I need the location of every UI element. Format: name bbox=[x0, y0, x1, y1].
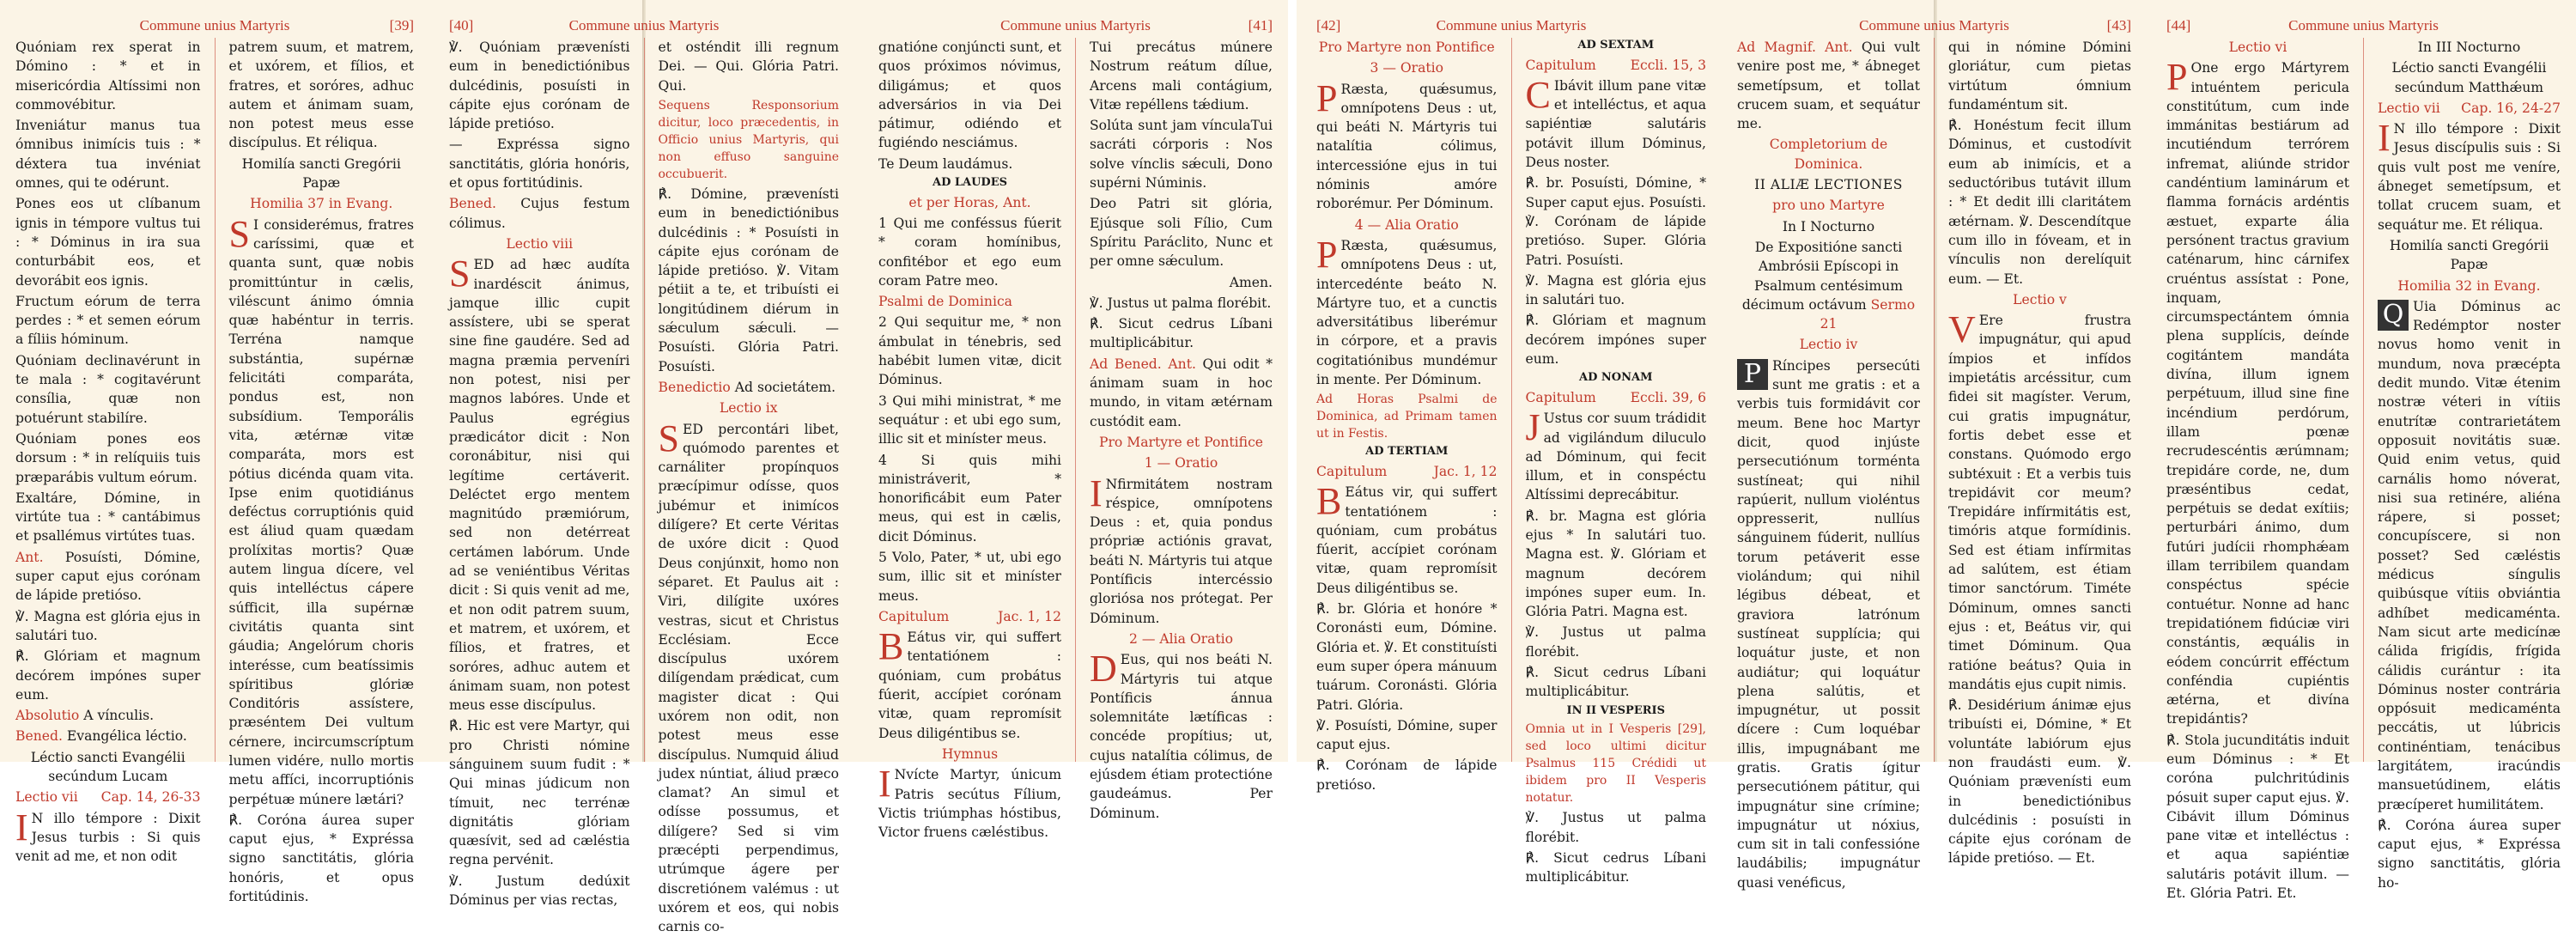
drop-cap: I bbox=[2378, 117, 2391, 160]
homily-title: Homilía sancti Gregórii Papæ bbox=[241, 155, 401, 192]
page-number: [43] bbox=[2106, 17, 2131, 33]
hour-heading: AD LAUDES bbox=[932, 176, 1008, 190]
drop-cap: P bbox=[1316, 76, 1338, 119]
page-39 bbox=[0, 0, 429, 905]
hymn-stanza: Tui precátus múnere Nostrum reátum dílue, Arcens mali contágium, Vitæ repéllens tǽdium. bbox=[1090, 40, 1273, 113]
benediction bbox=[659, 378, 840, 397]
lectio-body: N illo témpore : Dixit Jesus discípulis suis : Si quis vult post me veníre, ábneget semetípsum, et tollat crucem suam, et sequátur me. Et réliqua. bbox=[2378, 121, 2561, 233]
responsory: ℟. Coróna áurea super caput ejus, * Expréssa signo sanctitátis, glória ho- bbox=[2378, 817, 2561, 891]
capitulum-heading bbox=[1526, 388, 1707, 407]
capitulum-label: Capitulum bbox=[1525, 57, 1596, 73]
page-number: [41] bbox=[1248, 17, 1273, 33]
lectio-reference: Cap. 16, 24-27 bbox=[2461, 100, 2561, 116]
responsory: ℟. Honéstum fecit illum Dóminus, et custodívit eum ab inimícis, et a seductóribus tutávit illum : * Et dedit illi claritátem ætérnam. ℣. Descendítque cum illo in fóveam, et in vínculis non derelíquit eum. — Et. bbox=[1948, 118, 2131, 287]
page-number: [39] bbox=[389, 17, 414, 33]
rubric: Sequens Responsorium dicitur, loco præcedentis, in Officio unius Martyris, qui non effuso sanguine occubuerit. bbox=[658, 98, 839, 181]
benediction-text: Ad societátem. bbox=[734, 379, 836, 395]
drop-cap: S bbox=[658, 417, 679, 459]
nocturn-heading: In III Nocturno bbox=[2417, 40, 2521, 55]
drop-cap: Q bbox=[2378, 300, 2409, 331]
drop-cap: I bbox=[878, 763, 891, 806]
column-right bbox=[2378, 38, 2561, 891]
capitulum-reference: Jac. 1, 12 bbox=[1433, 463, 1498, 479]
benediction bbox=[449, 194, 630, 233]
rubric: Psalmi de Dominica bbox=[878, 294, 1012, 310]
responsory: ℟. Hic est vere Martyr, qui pro Christi nómine sánguinem suum fudit : * Qui minas júdicum non tímuit, nec terrénæ dignitátis glóriam quæsívit, sed ad cæléstia regna pervénit. bbox=[449, 718, 630, 868]
lectio-intro: Léctio sancti Evangélii secúndum Matthǽum bbox=[2391, 60, 2547, 95]
lectio-heading: Lectio viii bbox=[506, 235, 574, 252]
response: ℟. Sicut cedrus Líbani multiplicábitur. bbox=[1525, 665, 1706, 700]
antiphon bbox=[15, 548, 201, 605]
antiphon-label-ant: Ant. bbox=[1168, 356, 1196, 372]
responsory-end: et osténdit illi regnum Dei. — Qui. Glória Patri. Qui. bbox=[658, 40, 839, 94]
header-title: Commune unius Martyris bbox=[139, 17, 290, 33]
versicle: ℣. Justum dedúxit Dóminus per vias rectas, bbox=[449, 873, 630, 909]
oratio-body: Nfirmitátem nostram réspice, omnípotens Deus : et, quia pondus própriæ actiónis gravat, beáti N. Mártyris tui atque Pontíficis intercéssio gloriósa nos prótegat. Per Dóminum. bbox=[1090, 476, 1273, 626]
hymn-stanza: Deo Patri sit glória, Ejúsque soli Fílio, Cum Spíritu Paráclito, Nunc et per omne sǽculum. bbox=[1090, 196, 1273, 270]
homily-reference: Homilia 32 in Evang. bbox=[2397, 277, 2541, 294]
responsory-brief: ℟. br. Posuísti, Dómine, * Super caput ejus. Posuísti. ℣. Corónam de lápide pretióso. Super. Glória Patri. Posuísti. bbox=[1525, 175, 1706, 268]
absolution bbox=[15, 706, 201, 725]
homily-text bbox=[2378, 297, 2561, 814]
versicle: ℣. Magna est glória ejus in salutári tuo. bbox=[1525, 272, 1706, 308]
oratio-text bbox=[1090, 472, 1273, 628]
page-number: [40] bbox=[449, 17, 474, 33]
drop-cap: D bbox=[1090, 648, 1117, 691]
drop-cap: I bbox=[15, 806, 28, 849]
lectio-heading bbox=[15, 788, 201, 806]
lectio-continuation: qui in nómine Dómini gloriátur, cum pietas virtútum ómnium fundaméntum sit. bbox=[1948, 40, 2131, 113]
antiphon-text: Posuísti, Dómine, super caput ejus corónam de lápide pretióso. bbox=[15, 549, 201, 604]
responsory: ℟. Stola jucunditátis induit eum Dóminus : * Et coróna pulchritúdinis pósuit super caput ejus. ℣. Cibávit illum Dóminus pane vitæ et intelléctus : et aqua sapiéntiæ salutáris potávit illum. — Et. Glória Patri. Et. bbox=[2166, 732, 2349, 902]
source-reference: Sermo 21 bbox=[1820, 296, 1916, 332]
versicle: ℣. Justus ut palma florébit. bbox=[1090, 295, 1272, 311]
absolution-text: A vínculis. bbox=[83, 708, 155, 724]
antiphon-text: Qui odit * ánimam suam in hoc mundo, in vitam ætérnam custódit eam. bbox=[1090, 356, 1273, 429]
page-43 bbox=[1722, 0, 2147, 891]
section-heading: Pro Martyre et Pontifice bbox=[1098, 434, 1264, 450]
versicle: ℣. Magna est glória ejus in salutári tuo. bbox=[15, 608, 201, 643]
column-left bbox=[1737, 38, 1920, 891]
column-rule bbox=[1511, 38, 1512, 762]
hour-heading: AD NONAM bbox=[1579, 371, 1653, 385]
lectio-heading: Lectio v bbox=[2013, 291, 2067, 307]
lectio-number: Lectio vii bbox=[15, 789, 78, 806]
antiphon: 3 Qui mihi ministrat, * me sequátur : et ubi ego sum, illic sit et miníster meus. bbox=[878, 392, 1061, 447]
lectio-text bbox=[2166, 58, 2349, 728]
antiphon-text: Qui vult venire post me, * ábneget semetípsum, et tollat crucem suam, et sequátur me. bbox=[1737, 40, 1920, 132]
drop-cap: B bbox=[878, 625, 904, 668]
homily-body: I considerémus, fratres caríssimi, quæ et quanta sunt, quæ nobis promittúntur in cælis, viléscunt ánimo ómnia quæ habéntur in terris. Terréna namque substántia, supérnæ felicitáti comparáta, pondus est, non subsídium. Temporális vita, ætérnæ vitæ comparáta, mors est pótius dicénda quam vita. Ipse enim quotidiánus deféctus corruptiónis quid est áliud quam quædam prolíxitas mortis? Quæ autem lingua dícere, vel quis intelléctus cápere súfficit, illa supérnæ civitátis quanta sint gáudia; Angelórum choris interésse, cum beatíssimis spíritibus glóriæ Conditóris assístere, præséntem Dei vultum cérnere, incircumscríptum lumen vidére, nullo mortis metu affíci, incorruptiónis perpétuæ múnere lætári? bbox=[228, 216, 414, 807]
lectio-body: Ríncipes persecúti sunt me gratis : et a verbis tuis formidávit cor meum. Bene hoc Martyr dicit, quod injúste persecutiónum torménta sustíneat; qui nihil rapúerit, nullum violéntus oppresserit, nullíus sánguinem fúderit, nullíus torum petáverit esse violándum; qui nihil légibus débeat, et graviora latrónum sustíneat supplícia; qui loquátur juste, et non audiátur; qui loquátur plena salútis, et impugnétur, ut possit dícere : Cum loquébar illis, impugnábant me gratis. Gratis ígitur persecutiónem pátitur, qui impugnátur sine crímine; impugnátur ut nóxius, cum sit in tali confessióne laudábilis; impugnátur quasi venéficus, bbox=[1737, 357, 1920, 891]
antiphon: 2 Qui sequitur me, * non ámbulat in ténebris, sed habébit lumen vitæ, dicit Dóminus. bbox=[878, 314, 1061, 388]
capitulum-body: Eátus vir, qui suffert tentatiónem : quóniam, cum probátus fúerit, accípiet corónam vitæ, quam repromísit Deus diligéntibus se. bbox=[878, 630, 1061, 741]
hymn-stanza: Solúta sunt jam vínculaTui sacráti córporis : Nos solve vínclis sǽculi, Dono supérni Núminis. bbox=[1090, 118, 1273, 192]
column-rule bbox=[1075, 38, 1076, 762]
oratio-body: Ræsta, quǽsumus, omnípotens Deus : ut, qui beáti N. Mártyris tui natalítia cólimus, intercessióne ejus in tui nóminis amóre roborémur. Per Dóminum. bbox=[1316, 81, 1498, 212]
te-deum: Te Deum laudámus. bbox=[878, 155, 1013, 172]
lectio-text bbox=[658, 417, 840, 937]
capitulum-text bbox=[878, 625, 1061, 743]
header-title: Commune unius Martyris bbox=[2288, 17, 2439, 33]
benedictus-antiphon bbox=[1090, 355, 1273, 431]
benediction-label: Bened. bbox=[15, 728, 63, 745]
lectio-text bbox=[15, 806, 201, 867]
versicle: ℣. Quóniam prævenísti eum in benedictiónibus dulcédinis, posuísti in cápite ejus corónam de lápide pretióso. bbox=[449, 40, 630, 132]
page-number: [42] bbox=[1316, 17, 1341, 33]
benediction-label: Bened. bbox=[449, 196, 496, 212]
benediction-text: Evangélica léctio. bbox=[66, 728, 187, 745]
response: ℟. Glóriam et magnum decórem impónes super eum. bbox=[1525, 313, 1706, 368]
lectio-body: One ergo Mártyrem intuéntem pericula constitútum, cum inde immánitas bestiárum ad incutiéndum terrórem infremat, aliúnde stridor candéntium laminárum et flamma fornácis ardéntis æstuet, exparte ália persónent tractus gravium caténarum, hinc cárnifex cruéntus assístat : Pone, inquam, circumspectántem ómnia plena supplícis, deínde cogitántem mandáta divína, illum ignem perpétuum, illud sine fine incéndium perdórum, illam pœnæ recrudescéntis ærúmnam; trepidáre corde, ne, dum præséntibus cedat, perpétuis se dedat exítiis; perturbári ánimo, dum futúri judícii rhomphǽam illam terribilem quandam conspéctus spécie contuétur. Nonne ad hanc trepidatiónem fidúciæ viri constántis, æquális in eódem concúrrit efféctum conféndia cupiéntis ætérna, et divína trepidántis? bbox=[2166, 60, 2349, 727]
drop-cap: V bbox=[1948, 308, 1976, 351]
drop-cap: P bbox=[1316, 233, 1338, 276]
nocturn-heading: In I Nocturno bbox=[1782, 218, 1875, 234]
running-header bbox=[1737, 12, 2131, 38]
lectio-heading: Lectio vi bbox=[2228, 40, 2287, 55]
lectio-heading: Lectio iv bbox=[1799, 337, 1858, 353]
homily-reference: Homilia 37 in Evang. bbox=[250, 196, 393, 212]
section-subtitle: pro uno Martyre bbox=[1772, 198, 1885, 214]
rubric: Omnia ut in I Vesperis [29], sed loco ultimi dicitur Psalmus 115 Crédidi ut ibidem pro II Vesperis notatur. bbox=[1525, 722, 1706, 806]
lectio-reference: Cap. 14, 26-33 bbox=[100, 789, 201, 806]
antiphon-label: Ad Magnif. Ant. bbox=[1737, 40, 1853, 55]
response: ℟. Sicut cedrus Líbani multiplicábitur. bbox=[1090, 316, 1273, 351]
column-rule bbox=[644, 38, 645, 762]
oratio-text bbox=[1090, 650, 1273, 823]
capitulum-body: Ibávit illum pane vitæ et intelléctus, et aqua sapiéntiæ salutáris potávit illum Dóminus, Deus noster. bbox=[1525, 77, 1706, 171]
responsory: ℟. Dómine, prævenísti eum in benedictiónibus dulcédinis : * Posuísti in cápite ejus corónam de lápide pretióso. ℣. Vitam pétiit a te, et tribuísti ei longitúdinem diérum in sǽculum sǽculi. — Posuísti. Glória Patri. Posuísti. bbox=[658, 186, 839, 374]
psalm-verse: Fructum eórum de terra perdes : * et semen eórum a fíliis hóminum. bbox=[15, 293, 201, 348]
psalm-verse: Inveniátur manus tua ómnibus inimícis tuis : * déxtera tua invéniat omnes, qui te odérunt. bbox=[15, 118, 201, 192]
capitulum-body: Ustus cor suum trádidit ad vigilándum diluculo ad Dóminum, qui fecit illum, et in conspéctu Altíssimi deprecábitur. bbox=[1525, 411, 1706, 503]
hour-heading: AD TERTIAM bbox=[1365, 445, 1449, 459]
responsory-brief: ℟. br. Magna est glória ejus * In salutári tuo. Magna est. ℣. Glóriam et magnum decórem impónes super eum. In. Glória Patri. Magna est. bbox=[1525, 508, 1706, 620]
drop-cap: S bbox=[449, 253, 471, 295]
homily-body: Uia Dóminus ac Redémptor noster novus homo venit in mundum, nova præcépta dedit mundo. Vitæ étenim nostræ véteri in vítiis enutrítæ contrarietátem opposuit novitátis suæ. Quid enim vetus, quid carnális homo nóverat, nisi sua retinére, aliéna rápere, si posset; concupíscere, si non posset? Sed cæléstis médicus síngulis quibúsque vítiis obviántia adhíbet medicaménta. Nam sicut arte medicínæ cálida frigídis, frígida cálidis curántur : ita Dóminus noster contrária oppósuit medicaménta peccátis, ut lúbricis continéntiam, tenácibus largitátem, iracúndis mansuetúdinem, elátis præcíperet humilitátem. bbox=[2378, 298, 2561, 812]
response: ℟. Sicut cedrus Líbani multiplicábitur. bbox=[1525, 849, 1706, 885]
lectio-body: N illo témpore : Dixit Jesus turbis : Si quis venit ad me, et non odit bbox=[15, 810, 201, 865]
capitulum-body: Eátus vir, qui suffert tentatiónem : quóniam, cum probátus fúerit, accípiet corónam vitæ, quam repromísit Deus diligéntibus se. bbox=[1316, 484, 1498, 596]
lectio-text bbox=[1948, 308, 2131, 694]
benediction-text: Cujus festum cólimus. bbox=[449, 196, 630, 231]
lectio-number: Lectio vii bbox=[2378, 100, 2440, 116]
capitulum-reference: Eccli. 15, 3 bbox=[1630, 57, 1706, 73]
responsory: ℟. Coróna áurea super caput ejus, * Expréssa signo sanctitátis, glória honóris, et opus fortitúdinis. bbox=[228, 812, 414, 905]
oratio-heading: 3 — Oratio bbox=[1370, 60, 1444, 76]
header-title: Commune unius Martyris bbox=[1000, 17, 1151, 33]
source-title bbox=[1737, 238, 1920, 333]
hour-heading: IN II VESPERIS bbox=[1566, 703, 1666, 717]
oratio-heading: 1 — Oratio bbox=[1144, 455, 1218, 472]
running-header bbox=[2166, 12, 2561, 38]
column-right bbox=[1948, 38, 2131, 867]
versicle: ℣. Justus ut palma florébit. bbox=[1525, 810, 1706, 845]
capitulum-text bbox=[1525, 73, 1707, 172]
oratio-heading: 2 — Alia Oratio bbox=[1128, 630, 1234, 647]
header-title: Commune unius Martyris bbox=[1436, 17, 1587, 33]
psalm-verse: Quóniam pones eos dorsum : * in relíquiis tuis præparábis vultum eórum. bbox=[15, 430, 201, 485]
capitulum-reference: Eccli. 39, 6 bbox=[1630, 389, 1706, 405]
hymn-heading: Hymnus bbox=[941, 745, 999, 762]
column-left bbox=[2166, 38, 2349, 902]
drop-cap: P bbox=[2166, 56, 2188, 99]
antiphon: 1 Qui me conféssus fúerit * coram homínibus, confitébor et ego eum coram Patre meo. bbox=[878, 215, 1061, 289]
column-left bbox=[1316, 38, 1498, 793]
drop-cap: J bbox=[1525, 406, 1540, 449]
page-44 bbox=[2151, 0, 2576, 902]
source-text: De Expositióne sancti Ambrósii Epíscopi in Psalmum centésimum décimum octávum bbox=[1741, 239, 1904, 313]
lectio-heading: Lectio ix bbox=[719, 400, 778, 417]
oratio-heading: 4 — Alia Oratio bbox=[1354, 216, 1459, 233]
psalm-verse: Quóniam rex sperat in Dómino : * et in misericórdia Altíssimi non commovébitur. bbox=[15, 40, 201, 113]
page-42 bbox=[1301, 0, 1722, 885]
section-title: II ALIÆ LECTIONES bbox=[1754, 177, 1903, 193]
lectio-body: Ere frustra impugnátur, qui apud ímpios et infídos impietátis arcéssitur, cum fidei sit magíster. Verum, cui gratis impugnátur, fortis debet esse et constans. Quómodo ergo subtéxuit : Et a verbis tuis trepidávit cor meum? Trepidáre infírmitátis est, timóris atque formídinis. Sed est étiam infírmitas ad salútem, est étiam timor sanctórum. Timéte Dóminum, omnes sancti ejus : et, Beátus vir, qui timet Dóminum. Qua ratióne beátus? Quia in mandátis ejus cupit nimis. bbox=[1948, 313, 2131, 692]
column-right bbox=[228, 38, 415, 905]
column-rule bbox=[1934, 38, 1935, 762]
oratio-body: Eus, qui nos beáti N. Mártyris tui atque Pontíficis ánnua solemnitáte lætíficas : concéde propítius; ut, cujus natalítia cólimus, de ejúsdem étiam protectióne gaudeámus. Per Dóminum. bbox=[1090, 652, 1273, 821]
column-right bbox=[1525, 38, 1707, 885]
psalm-verse: Exaltáre, Dómine, in virtúte tua : * cantábimus et psallémus virtútes tuas. bbox=[15, 490, 201, 545]
capitulum-text bbox=[1525, 406, 1707, 504]
column-left bbox=[878, 38, 1061, 841]
capitulum-label: Capitulum bbox=[1525, 389, 1596, 405]
running-header bbox=[449, 12, 839, 38]
absolution-label: Absolutio bbox=[15, 708, 80, 724]
hour-subheading: et per Horas, Ant. bbox=[908, 194, 1031, 210]
lectio-continuation: gnatióne conjúncti sunt, et quos próximos nóvimus, diligámus; et quos adversários in via Dei pátimur, odiéndo et fugiéndo nesciámus. bbox=[878, 40, 1061, 151]
homily-title: Homilía sancti Gregórii Papæ bbox=[2389, 237, 2549, 273]
lectio-text bbox=[2378, 119, 2561, 234]
lectio-heading bbox=[2378, 99, 2561, 118]
column-right bbox=[658, 38, 840, 935]
antiphon-label: Ant. bbox=[15, 549, 44, 565]
rubric: Completorium de Dominica. bbox=[1769, 137, 1888, 172]
versicle: ℣. Justus ut palma florébit. bbox=[1525, 624, 1706, 660]
capitulum-label: Capitulum bbox=[878, 608, 950, 624]
lectio-body: ED percontári libet, quómodo parentes et carnáliter propínquos præcípimur odísse, quos jubémur et inimícos dilígere? Et certe Véritas de uxóre dicit : Quod Deus conjúnxit, homo non séparet. Et Paulus ait : Viri, dilígite uxóres vestras, sicut et Christus Ecclésiam. Ecce discípulus uxórem dilígendam prǽdicat, cum magister dicat : Qui uxórem non odit, non potest meus esse discípulus. Numquid áliud judex núntiat, áliud præco clamat? An simul et odísse possumus, et dilígere? Sed si vim præcépti perpendimus, utrúmque ágere per discretiónem valémus : ut uxórem et eos, qui nobis carnis co- bbox=[658, 421, 839, 935]
capitulum-label: Capitulum bbox=[1316, 463, 1388, 479]
antiphon: 4 Si quis mihi ministráverit, * honorificábit eum Pater meus, qui est in cælis, dicit Dóminus. bbox=[878, 452, 1061, 545]
hymn-text bbox=[878, 765, 1061, 842]
capitulum-text bbox=[1316, 480, 1498, 598]
header-title: Commune unius Martyris bbox=[568, 17, 720, 33]
magnificat-antiphon bbox=[1737, 38, 1920, 133]
antiphon-label: Ad Bened. bbox=[1090, 356, 1162, 372]
lectio-text bbox=[449, 255, 630, 715]
benediction bbox=[15, 727, 201, 745]
oratio-text bbox=[1316, 233, 1498, 389]
antiphon: 5 Volo, Pater, * ut, ubi ego sum, illic sit et miníster meus. bbox=[878, 550, 1061, 604]
capitulum-reference: Jac. 1, 12 bbox=[998, 608, 1061, 624]
running-header bbox=[15, 12, 414, 38]
response: ℟. Corónam de lápide pretióso. bbox=[1316, 758, 1498, 793]
page-40 bbox=[434, 0, 854, 935]
capitulum-heading bbox=[878, 607, 1061, 626]
drop-cap: S bbox=[228, 212, 250, 255]
column-left bbox=[15, 38, 201, 865]
responsory-brief: ℟. br. Glória et honóre * Coronásti eum, Dómine. Glória et. ℣. Et constituísti eum super ópera mánuum tuárum. Coronásti. Glória Patri. Glória. bbox=[1316, 601, 1498, 713]
benediction-label: Benedictio bbox=[658, 379, 731, 395]
oratio-text bbox=[1316, 76, 1498, 214]
page-41 bbox=[863, 0, 1288, 841]
header-title: Commune unius Martyris bbox=[1859, 17, 2009, 33]
capitulum-heading bbox=[1316, 462, 1498, 481]
page-number: [44] bbox=[2166, 17, 2191, 33]
versicle: ℣. Posuísti, Dómine, super caput ejus. bbox=[1316, 717, 1498, 753]
rubric: Ad Horas Psalmi de Dominica, ad Primam tamen ut in Festis. bbox=[1316, 392, 1498, 441]
drop-cap: B bbox=[1316, 480, 1342, 523]
psalm-verse: Pones eos ut clíbanum ignis in témpore vultus tui : * Dóminus in ira sua conturbábit eos, et devorábit eos ignis. bbox=[15, 196, 201, 289]
homily-text bbox=[228, 212, 415, 809]
amen: Amen. bbox=[1229, 274, 1273, 290]
running-header bbox=[878, 12, 1273, 38]
lectio-text bbox=[1737, 356, 1920, 892]
psalm-verse: Quóniam declinavérunt in te mala : * cogitavérunt consília, quæ non potuérunt stabilíre. bbox=[15, 352, 201, 426]
hour-heading: AD SEXTAM bbox=[1577, 39, 1655, 52]
lectio-continuation: patrem suum, et matrem, et uxórem, et fílios, et fratres, et soróres, adhuc autem et ánimam suam, non potest meus esse discípulus. Et réliqua. bbox=[228, 40, 414, 151]
section-heading: Pro Martyre non Pontifice bbox=[1318, 40, 1495, 55]
lectio-body: ED ad hæc audíta inardéscit ánimus, jamque illic cupit assístere, ubi se sperat sine fine gaudére. Sed ad magna præmia perveníri non potest, nisi per magnos labóres. Unde et Paulus egrégius prædicátor dicit : Non coronábitur, nisi qui legítime certáverit. Deléctet ergo mentem magnitúdo præmiórum, sed non detérreat certámen labórum. Unde ad se veniéntibus Véritas dicit : Si quis venit ad me, et non odit patrem suum, et matrem, et uxórem, et fílios, et fratres, et soróres, adhuc autem et ánimam suam, non potest meus esse discípulus. bbox=[449, 257, 630, 714]
drop-cap: I bbox=[1090, 472, 1103, 514]
response: ℟. Glóriam et magnum decórem impónes super eum. bbox=[15, 648, 201, 703]
column-left bbox=[449, 38, 630, 909]
oratio-body: Ræsta, quǽsumus, omnípotens Deus : ut, intercedénte beáto N. Mártyre tuo, et a cunctis adversitátibus liberémur in córpore, et a pravis cogitatiónibus mundémur in mente. Per Dóminum. bbox=[1316, 237, 1498, 388]
drop-cap: C bbox=[1525, 73, 1551, 116]
column-right bbox=[1090, 38, 1273, 821]
column-rule bbox=[215, 38, 216, 762]
capitulum-heading bbox=[1526, 56, 1707, 75]
responsory: ℟. Desidérium ánimæ ejus tribuísti ei, Dómine, * Et voluntáte labiórum ejus non fraudásti eum. ℣. Quóniam prævenísti eum in benedictiónibus dulcédinis : posuísti in cápite ejus corónam de lápide pretióso. — Et. bbox=[1948, 697, 2131, 867]
drop-cap: P bbox=[1737, 359, 1768, 390]
response: — Expréssa signo sanctitátis, glória honóris, et opus fortitúdinis. bbox=[449, 137, 630, 192]
column-rule bbox=[2363, 38, 2364, 762]
hymn-body: Nvícte Martyr, únicum Patris secútus Fílium, Victis triúmphas hóstibus, Victor fruens cæléstibus. bbox=[878, 767, 1061, 841]
running-header bbox=[1316, 12, 1706, 38]
lectio-intro: Léctio sancti Evangélii secúndum Lucam bbox=[30, 749, 185, 784]
